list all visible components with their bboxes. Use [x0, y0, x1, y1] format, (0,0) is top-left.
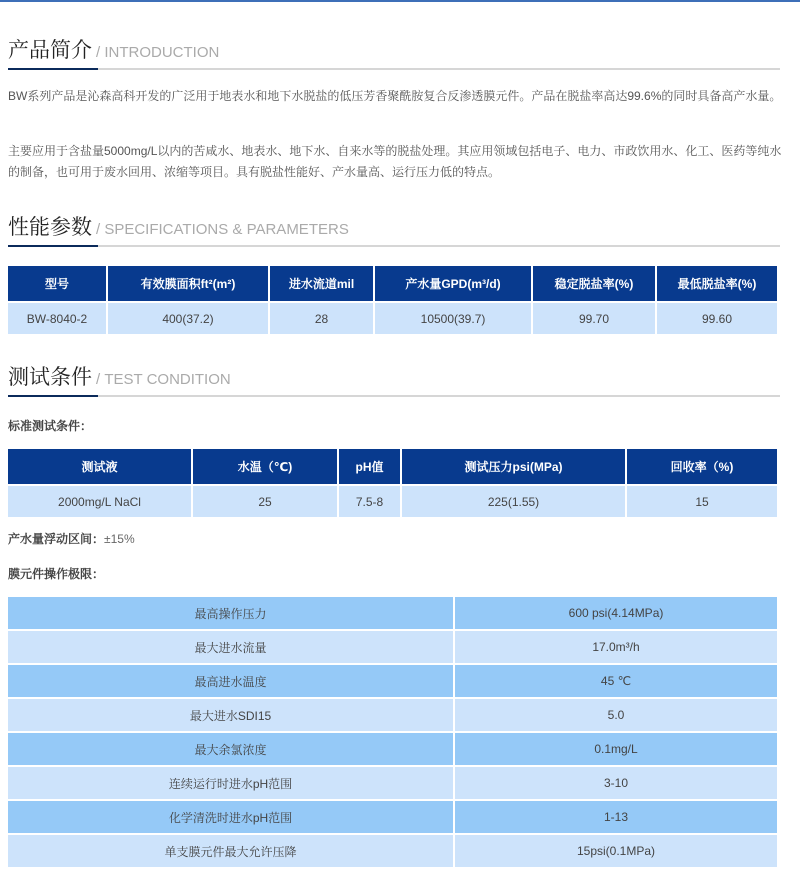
section-subtitle: / TEST CONDITION [96, 371, 231, 388]
limit-name: 最高进水温度 [8, 665, 453, 697]
limit-value: 5.0 [455, 699, 777, 731]
column-header: pH值 [339, 449, 400, 484]
limit-value: 15psi(0.1MPa) [455, 835, 777, 867]
table-cell: 25 [193, 486, 337, 517]
flux-range-value: ±15% [104, 532, 135, 546]
limit-name: 最大余氯浓度 [8, 733, 453, 765]
table-cell: 28 [270, 303, 373, 334]
column-header: 产水量GPD(m³/d) [375, 266, 531, 301]
table-cell: 99.70 [533, 303, 655, 334]
column-header: 最低脱盐率(%) [657, 266, 777, 301]
column-header: 有效膜面积ft²(m²) [108, 266, 268, 301]
limit-value: 17.0m³/h [455, 631, 777, 663]
limit-name: 最高操作压力 [8, 597, 453, 629]
table-row [8, 801, 777, 833]
column-header: 水温（℃) [193, 449, 337, 484]
limit-name: 最大进水流量 [8, 631, 453, 663]
table-row [8, 597, 777, 629]
column-header: 回收率（%) [627, 449, 777, 484]
section-subtitle: / SPECIFICATIONS & PARAMETERS [96, 221, 349, 238]
title-underline [8, 68, 98, 70]
table-row [8, 486, 777, 517]
top-divider [0, 0, 800, 2]
limit-value: 45 ℃ [455, 665, 777, 697]
title-underline [8, 245, 98, 247]
specs-table [6, 264, 779, 336]
table-header-row [8, 449, 777, 484]
table-cell: BW-8040-2 [8, 303, 106, 334]
flux-range-label: 产水量浮动区间： [8, 532, 105, 546]
limit-name: 单支膜元件最大允许压降 [8, 835, 453, 867]
table-row [8, 665, 777, 697]
limits-label: 膜元件操作极限： [8, 567, 105, 581]
section-title: 产品简介 [8, 39, 92, 62]
column-header: 进水流道mil [270, 266, 373, 301]
table-header-row [8, 266, 777, 301]
section-header-intro [8, 34, 780, 70]
table-cell: 225(1.55) [402, 486, 625, 517]
column-header: 型号 [8, 266, 106, 301]
table-row [8, 699, 777, 731]
table-row [8, 631, 777, 663]
limit-name: 最大进水SDI15 [8, 699, 453, 731]
flux-range [8, 530, 135, 547]
column-header: 测试液 [8, 449, 191, 484]
section-title: 测试条件 [8, 366, 92, 389]
limit-name: 连续运行时进水pH范围 [8, 767, 453, 799]
section-subtitle: / INTRODUCTION [96, 44, 220, 61]
table-cell: 99.60 [657, 303, 777, 334]
section-title: 性能参数 [8, 216, 92, 239]
table-row [8, 767, 777, 799]
table-row [8, 835, 777, 867]
section-header-test [8, 361, 780, 397]
table-row [8, 303, 777, 334]
limits-table [6, 595, 779, 869]
limit-value: 1-13 [455, 801, 777, 833]
column-header: 测试压力psi(MPa) [402, 449, 625, 484]
title-underline [8, 395, 98, 397]
intro-paragraph-2: 主要应用于含盐量5000mg/L以内的苦咸水、地表水、地下水、自来水等的脱盐处理。其应用领域包括电子、电力、市政饮用水、化工、医药等纯水的制备，也可用于废水回用、浓缩等项目。具有脱盐性能好、产水量高、运行压力低的特点。 [8, 144, 782, 179]
standard-test-label: 标准测试条件： [8, 419, 93, 433]
limit-value: 600 psi(4.14MPa) [455, 597, 777, 629]
table-cell: 15 [627, 486, 777, 517]
limit-name: 化学清洗时进水pH范围 [8, 801, 453, 833]
table-cell: 7.5-8 [339, 486, 400, 517]
table-cell: 10500(39.7) [375, 303, 531, 334]
test-table [6, 447, 779, 519]
table-cell: 400(37.2) [108, 303, 268, 334]
column-header: 稳定脱盐率(%) [533, 266, 655, 301]
section-header-specs [8, 211, 780, 247]
limit-value: 0.1mg/L [455, 733, 777, 765]
intro-paragraph-1: BW系列产品是沁森高科开发的广泛用于地表水和地下水脱盐的低压芳香聚酰胺复合反渗透膜元件。产品在脱盐率高达99.6%的同时具备高产水量。 [8, 89, 782, 103]
limit-value: 3-10 [455, 767, 777, 799]
table-cell: 2000mg/L NaCl [8, 486, 191, 517]
table-row [8, 733, 777, 765]
